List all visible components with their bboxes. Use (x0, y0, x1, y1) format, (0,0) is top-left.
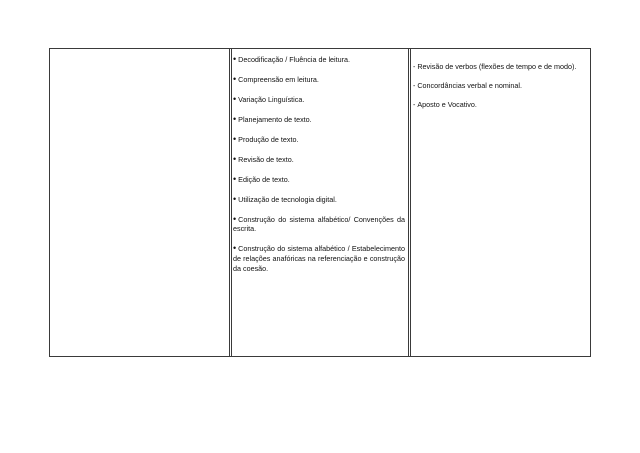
list-item-text: Concordâncias verbal e nominal. (417, 81, 523, 90)
bullet-icon: • (233, 93, 237, 104)
list-item (233, 75, 405, 85)
dash-bullet-icon: - (413, 102, 416, 109)
column-divider (408, 48, 409, 357)
bullet-icon: • (233, 73, 237, 84)
column-divider (410, 48, 411, 357)
list-item-text: Variação Linguística. (238, 94, 305, 104)
list-item-text: Decodificação / Fluência de leitura. (238, 55, 351, 64)
list-item (413, 100, 586, 110)
list-item (233, 215, 405, 234)
list-item (233, 175, 405, 185)
list-item (233, 115, 405, 125)
list-item-text: Revisão de texto. (238, 154, 294, 164)
bullet-icon: • (233, 193, 237, 204)
column-divider (229, 48, 230, 357)
bullet-icon: • (233, 243, 237, 254)
list-item-text: Construção do sistema alfabético / Estabelecimento de relações anafóricas na referenciação e construção da coesão. (233, 244, 405, 273)
bullet-icon: • (233, 54, 237, 64)
column-divider (231, 48, 232, 357)
list-item-text: Produção de texto. (238, 134, 299, 144)
dash-bullet-icon: - (413, 83, 416, 90)
list-item-text: Aposto e Vocativo. (417, 100, 477, 109)
list-item (233, 95, 405, 105)
dash-bullet-icon: - (413, 64, 416, 71)
bullet-icon: • (233, 173, 237, 184)
list-item (233, 135, 405, 145)
list-item-text: Construção do sistema alfabético/ Convenções da escrita. (233, 214, 405, 234)
bullet-icon: • (233, 153, 237, 164)
list-item-text: Planejamento de texto. (238, 114, 312, 124)
right-column (413, 62, 586, 119)
middle-column (233, 55, 405, 284)
list-item (233, 195, 405, 205)
list-item (233, 155, 405, 165)
bullet-icon: • (233, 113, 237, 124)
list-item (413, 62, 586, 72)
list-item-text: Utilização de tecnologia digital. (238, 194, 337, 204)
list-item (233, 244, 405, 273)
bullet-icon: • (233, 213, 237, 224)
list-item-text: Compreensão em leitura. (238, 74, 319, 84)
list-item-text: Edição de texto. (238, 174, 290, 184)
list-item (413, 81, 586, 91)
list-item (233, 55, 405, 65)
bullet-icon: • (233, 133, 237, 144)
list-item-text: Revisão de verbos (flexões de tempo e de modo). (417, 62, 577, 71)
